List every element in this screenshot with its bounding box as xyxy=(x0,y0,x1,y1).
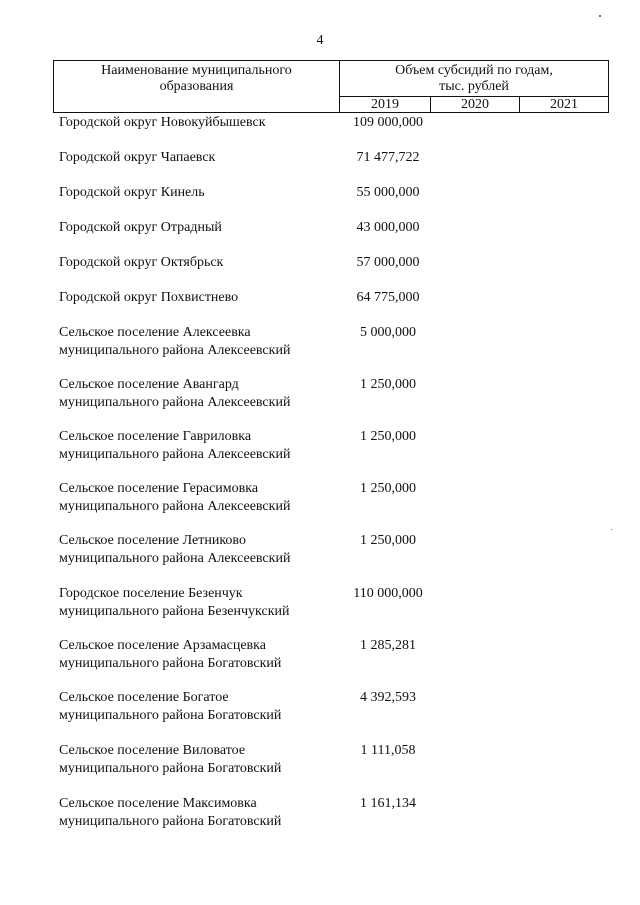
subsidy-2019-value: 57 000,000 xyxy=(356,255,420,270)
municipality-name-line: Сельское поселение Гавриловка xyxy=(59,429,252,444)
municipality-name xyxy=(59,149,339,167)
municipality-name-line: Городской округ Кинель xyxy=(59,185,205,200)
municipality-name xyxy=(59,428,339,464)
municipality-name xyxy=(59,585,339,621)
municipality-name-line: муниципального района Алексеевский xyxy=(59,499,291,514)
municipality-name-line: Городской округ Чапаевск xyxy=(59,150,216,165)
municipality-name-line: Городской округ Новокуйбышевск xyxy=(59,115,266,130)
municipality-name-line: Сельское поселение Алексеевка xyxy=(59,325,251,340)
header-name-line-2: образования xyxy=(159,79,234,94)
municipality-name-line: муниципального района Богатовский xyxy=(59,656,282,671)
municipality-name-line: Сельское поселение Виловатое xyxy=(59,743,246,758)
municipality-name xyxy=(59,184,339,202)
header-year-2021: 2021 xyxy=(550,97,578,112)
subsidy-2019-value: 71 477,722 xyxy=(356,150,420,165)
municipality-name-line: Сельское поселение Летниково xyxy=(59,533,246,548)
table-header xyxy=(53,60,609,113)
municipality-name-line: Сельское поселение Герасимовка xyxy=(59,481,259,496)
scan-speck xyxy=(611,529,612,530)
header-name-column xyxy=(54,61,340,112)
municipality-name xyxy=(59,324,339,360)
subsidy-2019-value: 64 775,000 xyxy=(356,290,420,305)
municipality-name-line: муниципального района Алексеевский xyxy=(59,551,291,566)
municipality-name-line: муниципального района Алексеевский xyxy=(59,343,291,358)
municipality-name-line: муниципального района Богатовский xyxy=(59,708,282,723)
subsidy-2019-value: 1 250,000 xyxy=(360,533,416,548)
header-volume-line-1: Объем субсидий по годам, xyxy=(395,63,553,78)
subsidy-2019-value: 1 111,058 xyxy=(360,743,416,758)
municipality-name-line: муниципального района Богатовский xyxy=(59,814,282,829)
municipality-name-line: Городской округ Октябрьск xyxy=(59,255,224,270)
municipality-name xyxy=(59,532,339,568)
municipality-name xyxy=(59,254,339,272)
municipality-name-line: Сельское поселение Максимовка xyxy=(59,796,257,811)
subsidy-2019-value: 1 161,134 xyxy=(360,796,416,811)
subsidy-2019-value: 43 000,000 xyxy=(356,220,420,235)
subsidy-2019-value: 1 250,000 xyxy=(360,377,416,392)
municipality-name xyxy=(59,742,339,778)
subsidy-2019-value: 1 250,000 xyxy=(360,481,416,496)
municipality-name-line: муниципального района Алексеевский xyxy=(59,395,291,410)
subsidy-2019-value: 1 250,000 xyxy=(360,429,416,444)
header-volume-column xyxy=(340,61,608,97)
municipality-name-line: муниципального района Богатовский xyxy=(59,761,282,776)
municipality-name xyxy=(59,376,339,412)
municipality-name-line: Сельское поселение Арзамасцевка xyxy=(59,638,266,653)
subsidy-2019-value: 55 000,000 xyxy=(356,185,420,200)
municipality-name xyxy=(59,480,339,516)
municipality-name xyxy=(59,219,339,237)
municipality-name-line: Сельское поселение Авангард xyxy=(59,377,239,392)
municipality-name-line: муниципального района Алексеевский xyxy=(59,447,291,462)
municipality-name-line: Городской округ Отрадный xyxy=(59,220,222,235)
municipality-name xyxy=(59,114,339,132)
header-year-2019: 2019 xyxy=(340,97,431,112)
header-volume-line-2: тыс. рублей xyxy=(439,79,509,94)
municipality-name-line: Сельское поселение Богатое xyxy=(59,690,229,705)
municipality-name-line: Городской округ Похвистнево xyxy=(59,290,239,305)
header-name-line-1: Наименование муниципального xyxy=(101,63,292,78)
municipality-name xyxy=(59,637,339,673)
subsidy-2019-value: 1 285,281 xyxy=(360,638,416,653)
subsidy-2019-value: 110 000,000 xyxy=(353,586,423,601)
municipality-name-line: Городское поселение Безенчук xyxy=(59,586,243,601)
page-number: 4 xyxy=(316,33,324,48)
municipality-name xyxy=(59,689,339,725)
header-year-2020: 2020 xyxy=(431,97,520,112)
municipality-name xyxy=(59,289,339,307)
municipality-name xyxy=(59,795,339,831)
municipality-name-line: муниципального района Безенчукский xyxy=(59,604,290,619)
subsidy-2019-value: 109 000,000 xyxy=(353,115,423,130)
subsidy-2019-value: 4 392,593 xyxy=(360,690,416,705)
subsidy-2019-value: 5 000,000 xyxy=(360,325,416,340)
scan-speck xyxy=(599,15,601,17)
